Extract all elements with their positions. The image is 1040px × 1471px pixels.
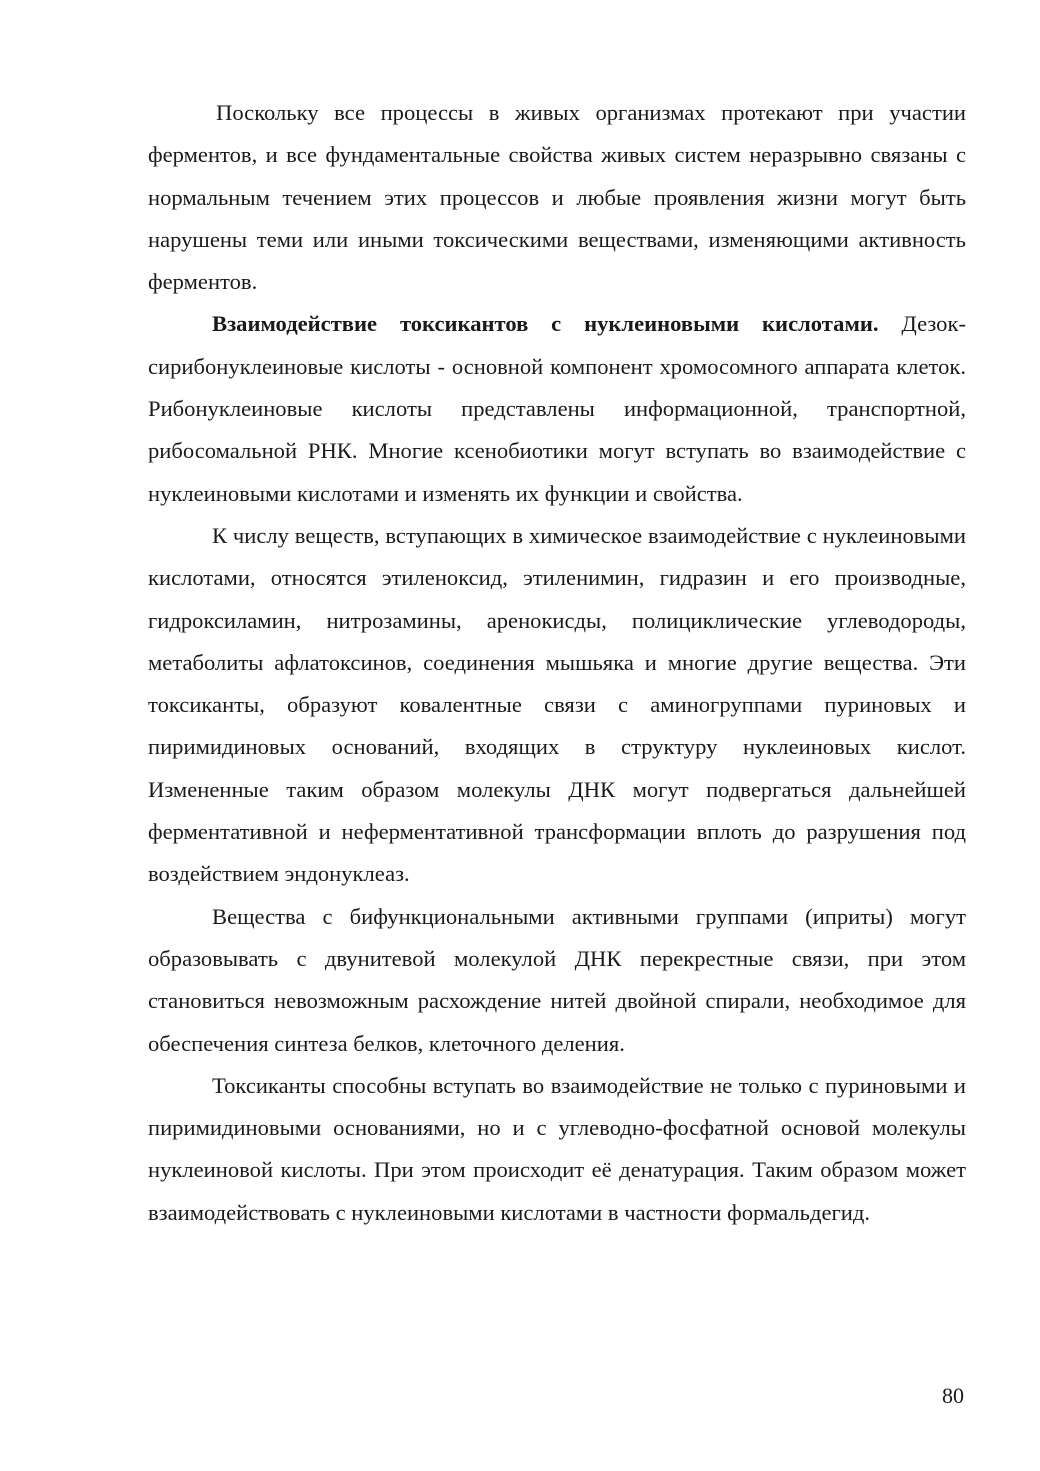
paragraph-carbohydrate-phosphate — [148, 1065, 966, 1234]
paragraph-text: К числу веществ, вступающих в химическое взаимодействие с нуклеиновыми кислотами, относятся этиленоксид, этиленимин, гидразин и его производные, гидроксиламин, нитрозамины, аренокисды, полициклические углеводороды, метаболиты афлатоксинов, соединения мышьяка и многие другие вещества. Эти токсиканты, образуют ковалентные связи с аминогруппами пуриновых и пиримидиновых оснований, входящих в структуру нуклеиновых кислот. Измененные таким образом молекулы ДНК могут подвергаться дальнейшей ферментативной и неферментативной трансформации вплоть до разрушения под воздействием эндонуклеаз. — [148, 522, 966, 887]
page-body — [148, 92, 966, 1234]
paragraph-reactive-substances — [148, 515, 966, 896]
paragraph-text: Токсиканты способны вступать во взаимодействие не только с пуриновыми и пиримидиновыми основаниями, но и с углеводно-фосфатной основой молекулы нуклеиновой кислоты. При этом происходит её денатурация. Таким образом может взаимодействовать с нуклеиновыми кислотами в частности формальдегид. — [148, 1072, 966, 1225]
paragraph-text: Дезоксирибонуклеиновые кислоты - основной компонент хромосомного аппарата клеток. Рибонуклеиновые кислоты представлены информационной, транспортной, рибосомальной РНК. Многие ксенобиотики могут вступать во взаимодействие с нуклеиновыми кислотами и изменять их функции и свойства. — [148, 311, 966, 506]
paragraph-enzymes — [148, 92, 966, 303]
paragraph-text: Вещества с бифункциональными активными группами (иприты) могут образовывать с двунитевой молекулой ДНК перекрестные связи, при этом становиться невозможным расхождение нитей двойной спирали, необходимое для обеспечения синтеза белков, клеточного деления. — [148, 903, 966, 1056]
section-heading: Взаимодействие токсикантов с нуклеиновыми кислотами. — [212, 311, 879, 337]
paragraph-bifunctional-agents — [148, 896, 966, 1065]
page-number: 80 — [942, 1383, 964, 1408]
paragraph-text: Поскольку все процессы в живых организмах протекают при участии ферментов, и все фундаментальные свойства живых систем неразрывно связаны с нормальным течением этих процессов и любые проявления жизни могут быть нарушены теми или иными токсическими веществами, изменяющими активность ферментов. — [148, 100, 966, 295]
paragraph-nucleic-acids — [148, 303, 966, 514]
